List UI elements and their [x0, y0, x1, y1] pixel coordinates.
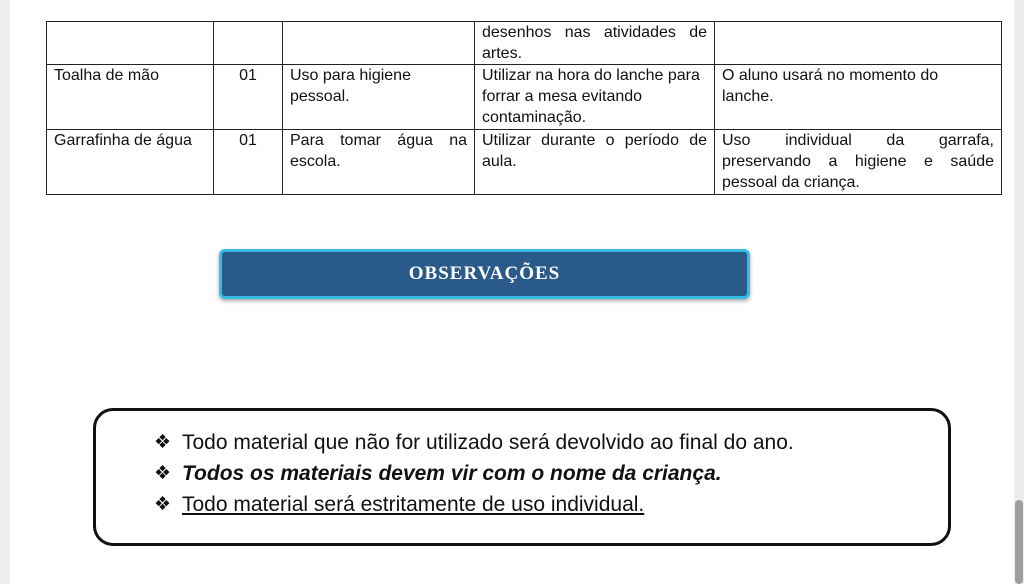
page-left-edge [0, 0, 10, 584]
observation-text: Todo material será estritamente de uso individual. [182, 493, 645, 516]
observation-text: Todos os materiais devem vir com o nome da criança. [182, 462, 722, 485]
purpose-cell: Uso para higiene pessoal. [283, 65, 475, 130]
item-cell: Toalha de mão [47, 65, 214, 130]
diamond-bullet-icon: ❖ [154, 494, 172, 515]
observation-item [154, 489, 948, 520]
purpose-cell: Para tomar água na escola. [283, 130, 475, 195]
note-cell: O aluno usará no momento do lanche. [715, 65, 1002, 130]
quantity-cell: 01 [214, 130, 283, 195]
purpose-cell [283, 22, 475, 65]
vertical-scrollbar[interactable] [1014, 0, 1024, 584]
table-row [47, 65, 1002, 130]
note-cell: Uso individual da garrafa, preservando a higiene e saúde pessoal da criança. [715, 130, 1002, 195]
table-row [47, 22, 1002, 65]
diamond-bullet-icon: ❖ [154, 432, 172, 453]
item-cell [47, 22, 214, 65]
observations-banner [219, 249, 750, 299]
usage-cell: Utilizar durante o período de aula. [475, 130, 715, 195]
scrollbar-thumb[interactable] [1015, 500, 1023, 584]
materials-table [46, 21, 1002, 195]
observation-item [154, 458, 948, 489]
table-row [47, 130, 1002, 195]
quantity-cell [214, 22, 283, 65]
observations-heading: OBSERVAÇÕES [408, 263, 561, 284]
observations-box [93, 408, 951, 546]
observation-item [154, 427, 948, 458]
usage-cell: desenhos nas atividades de artes. [475, 22, 715, 65]
usage-cell: Utilizar na hora do lanche para forrar a mesa evitando contaminação. [475, 65, 715, 130]
item-cell: Garrafinha de água [47, 130, 214, 195]
quantity-cell: 01 [214, 65, 283, 130]
diamond-bullet-icon: ❖ [154, 463, 172, 484]
observation-text: Todo material que não for utilizado será devolvido ao final do ano. [182, 431, 794, 454]
note-cell [715, 22, 1002, 65]
